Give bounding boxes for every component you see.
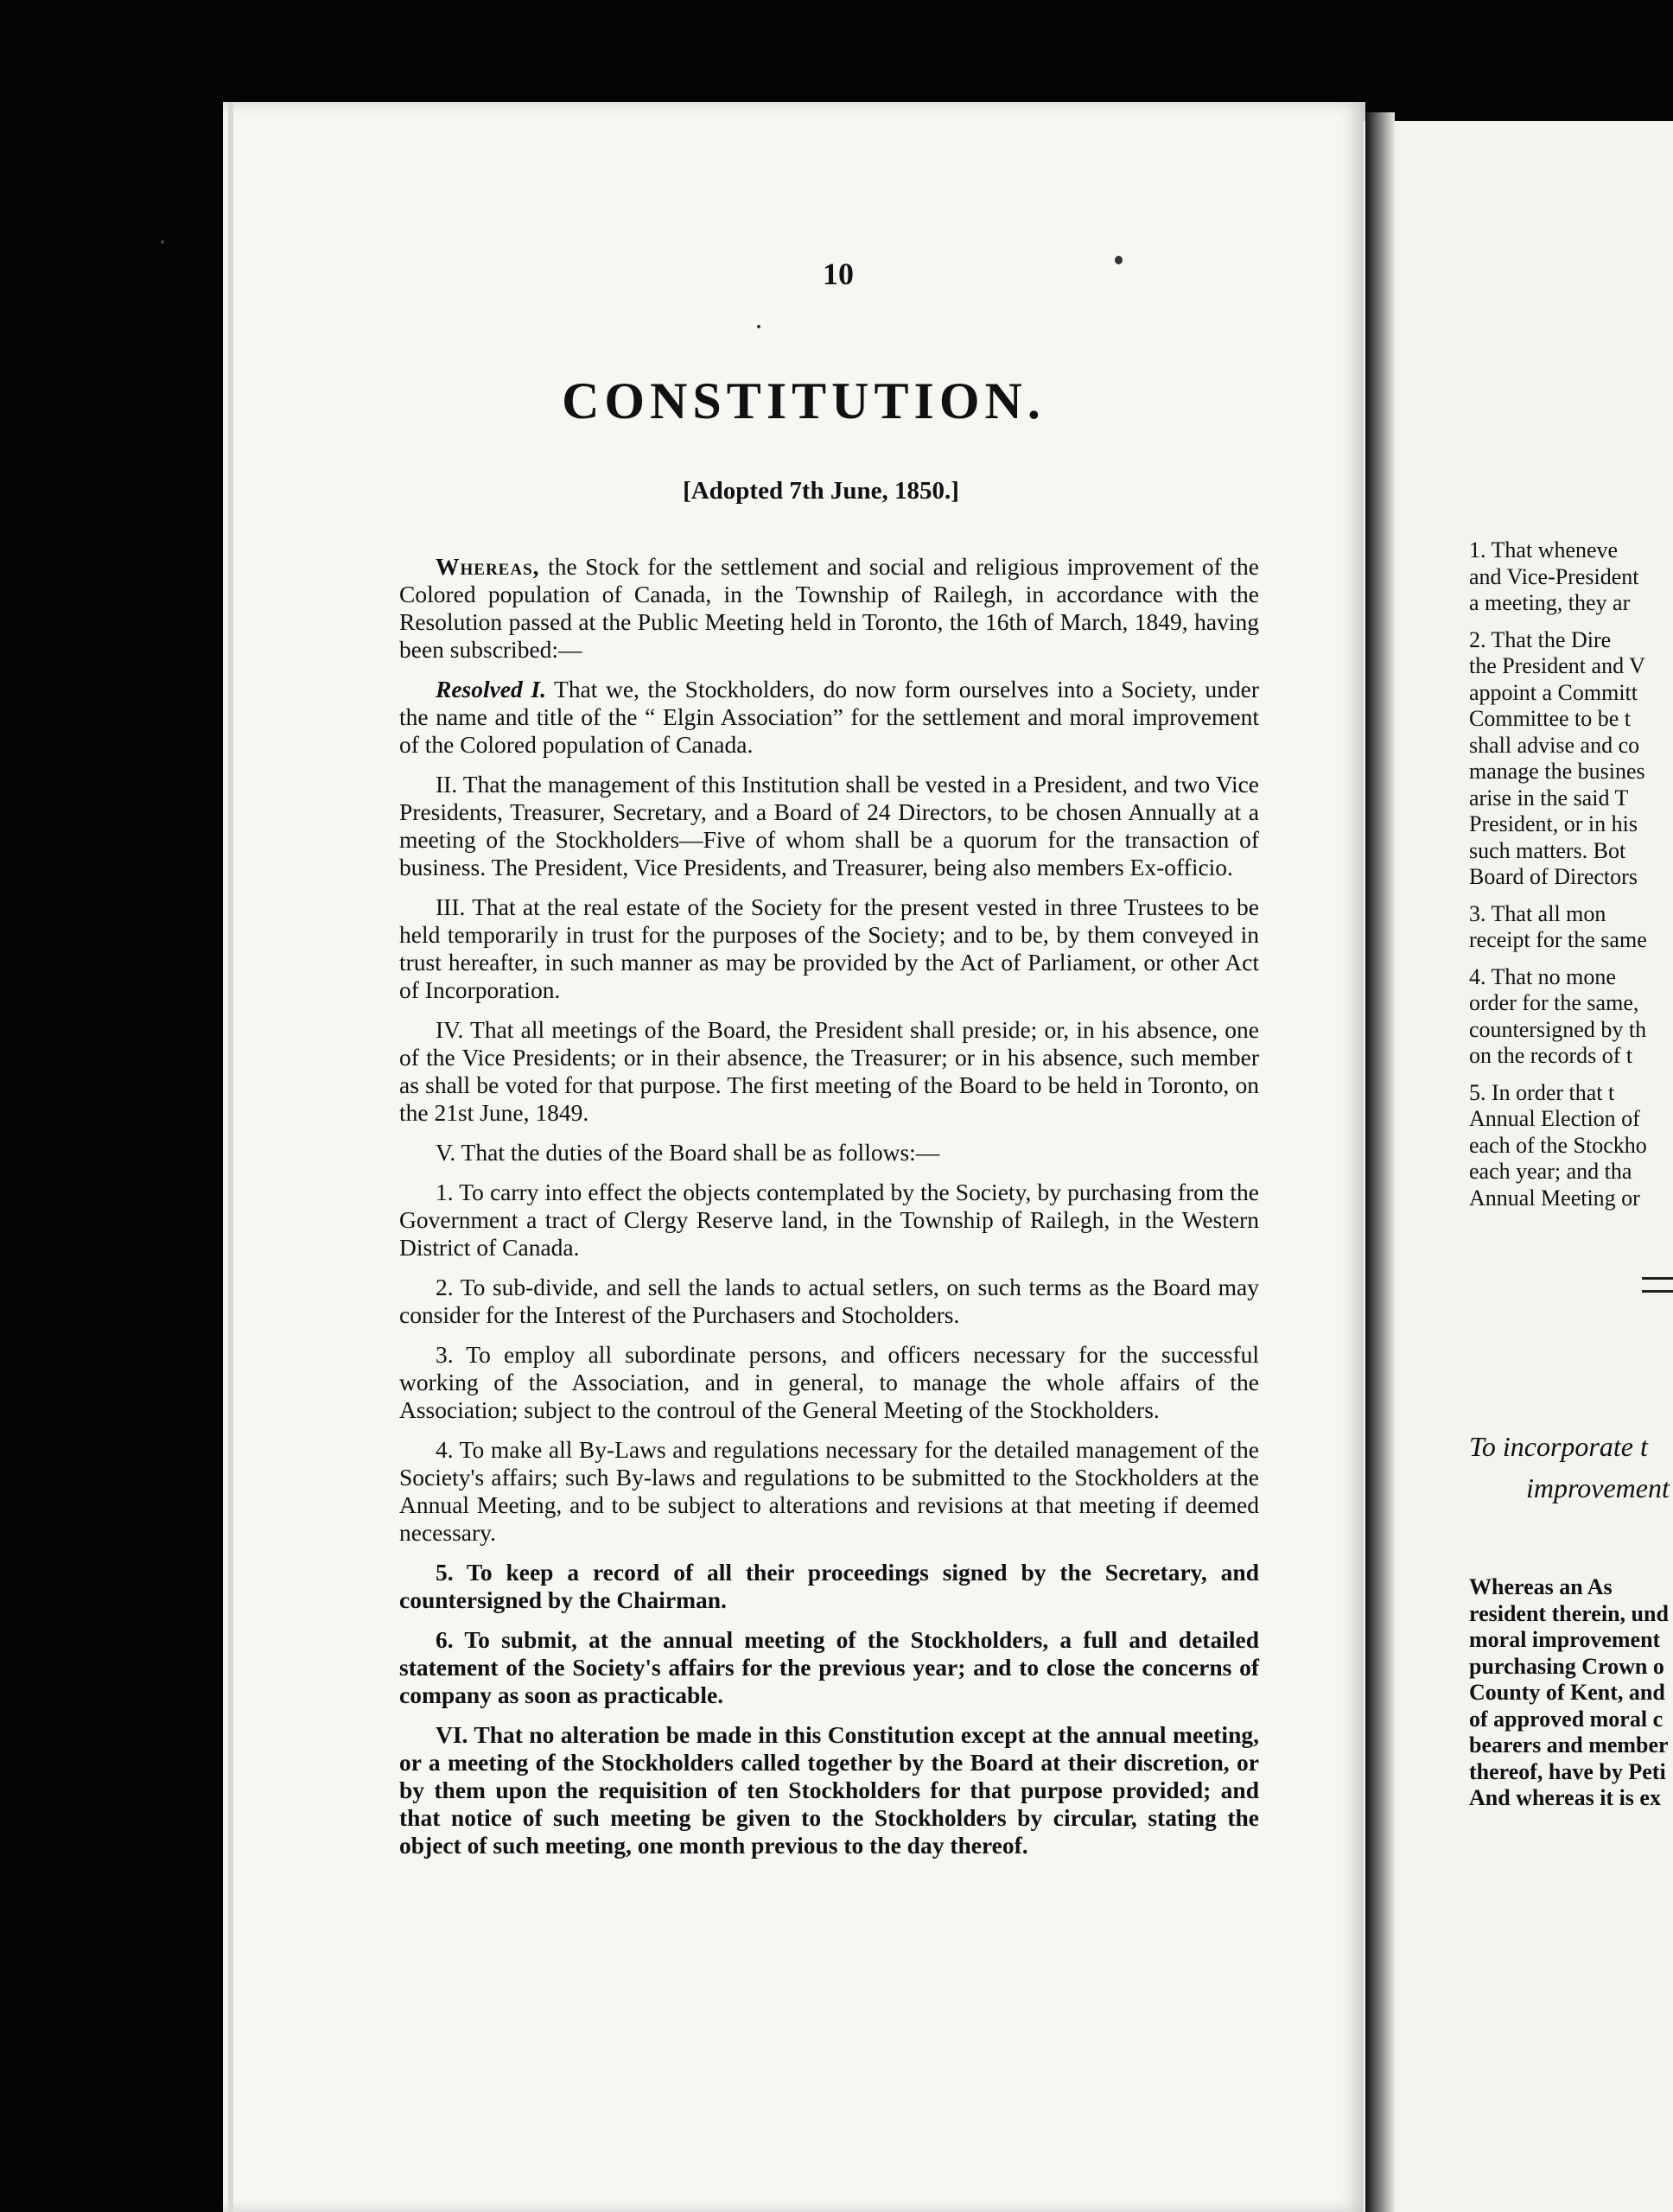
text-line: moral improvement — [1469, 1627, 1661, 1652]
text-line: of approved moral c — [1469, 1706, 1663, 1732]
text-line: receipt for the same — [1469, 927, 1647, 952]
paragraph-preamble: Whereas, the Stock for the settlement and social and religious improvement of the Colored population of Canada, in the Township of Railegh, in accordance with the Resolution passed at the Public Meeting held in Toronto, the 16th of March, 1849, having been subscribed:— — [399, 553, 1259, 663]
heading-line: improvement — [1526, 1472, 1670, 1503]
ink-speck — [161, 240, 164, 244]
text-line: Annual Meeting or — [1469, 1185, 1640, 1211]
paragraph-article-4: IV. That all meetings of the Board, the President shall preside; or, in his absence, one of the Vice Presidents; or in their absence, the Treasurer; or in his absence, such member as shall be voted for that purpose. The first meeting of the Board to be held in Toronto, on the 21st June, 1849. — [399, 1016, 1259, 1126]
text-line: thereof, have by Peti — [1469, 1758, 1666, 1784]
text-line: such matters. Bot — [1469, 837, 1626, 863]
right-page-text-top — [1469, 537, 1673, 1211]
text-line: Board of Directors — [1469, 864, 1638, 889]
text-line: resident therein, und — [1469, 1600, 1669, 1626]
line-gap — [1469, 617, 1673, 627]
text-line: Committee to be t — [1469, 706, 1632, 731]
ink-speck — [1115, 256, 1123, 264]
text-line: bearers and member — [1469, 1732, 1669, 1758]
text-line: Annual Election of — [1469, 1106, 1640, 1131]
text-line: arise in the said T — [1469, 785, 1629, 810]
text-line: County of Kent, and — [1469, 1680, 1665, 1705]
text-line: 4. That no mone — [1469, 963, 1616, 989]
paragraph-article-6: VI. That no alteration be made in this Constitution except at the annual meeting, or a meeting of the Stockholders called together by the Board at their discretion, or by them upon the requisition of ten Stockholders for that purpose provided; and that notice of such meeting be given to the Stockholders by circular, stating the object of such meeting, one month previous to the day thereof. — [399, 1721, 1259, 1859]
paragraph-duty-4: 4. To make all By-Laws and regulations necessary for the detailed management of the Society's affairs; such By-laws and regulations to be submitted to the Stockholders at the Annual Meeting, and to be subject to alterations and revisions at that meeting if deemed necessary. — [399, 1436, 1259, 1546]
line-gap — [1469, 891, 1673, 901]
right-page-text-bottom — [1469, 1574, 1673, 1812]
text-line: President, or in his — [1469, 811, 1638, 836]
adoption-date: [Adopted 7th June, 1850.] — [683, 477, 959, 505]
text-line: each year; and tha — [1469, 1159, 1632, 1184]
paragraph-resolved-1: Resolved I. That we, the Stockholders, do now form ourselves into a Society, under the name and title of the “ Elgin Association” for the settlement and moral improvement of the Colored population of Canada. — [399, 676, 1259, 758]
line-gap — [1469, 1070, 1673, 1080]
text-line: Whereas an As — [1469, 1574, 1613, 1599]
paragraph-article-3: III. That at the real estate of the Society for the present vested in three Trustees to be held temporarily in trust for the purposes of the Society; and to be, by them conveyed in trust hereafter, in such manner as may be provided by the Act of Parliament, or other Act of Incorporation. — [399, 893, 1259, 1003]
text-line: each of the Stockho — [1469, 1132, 1647, 1158]
text-line: on the records of t — [1469, 1043, 1633, 1068]
text-line: countersigned by th — [1469, 1016, 1647, 1042]
heading-line: To incorporate t — [1469, 1431, 1648, 1462]
paragraph-duty-3: 3. To employ all subordinate persons, and officers necessary for the successful working of the Association, and in general, to manage the whole affairs of the Association; subject to the controul of the General Meeting of the Stockholders. — [399, 1341, 1259, 1423]
page-title: CONSTITUTION. — [562, 372, 1046, 429]
text-line: a meeting, they ar — [1469, 590, 1631, 615]
text-line: 5. In order that t — [1469, 1079, 1615, 1105]
page-fold-shadow — [1365, 112, 1395, 2212]
text-line: purchasing Crown o — [1469, 1653, 1664, 1679]
text-line: the President and V — [1469, 653, 1645, 678]
ink-speck — [757, 325, 760, 328]
text-line: 1. That wheneve — [1469, 537, 1619, 563]
line-gap — [1469, 954, 1673, 964]
paragraph-duty-2: 2. To sub-divide, and sell the lands to actual setlers, on such terms as the Board may consider for the Interest of the Purchasers and Stocholders. — [399, 1274, 1259, 1328]
section-divider — [1642, 1277, 1673, 1293]
paragraph-article-2: II. That the management of this Institution shall be vested in a President, and two Vice Presidents, Treasurer, Secretary, and a Board of 24 Directors, to be chosen Annually at a meeting of the Stockholders—Five of whom shall be a quorum for the transaction of business. The President, Vice Presidents, and Treasurer, being also members Ex-officio. — [399, 771, 1259, 880]
text-line: 2. That the Dire — [1469, 626, 1612, 652]
text-line: and Vice-President — [1469, 563, 1639, 589]
text-line: order for the same, — [1469, 990, 1639, 1015]
paragraph-duty-5: 5. To keep a record of all their proceedings signed by the Secretary, and countersigned by the Chairman. — [399, 1559, 1259, 1613]
text-line: appoint a Committ — [1469, 679, 1638, 705]
text-line: And whereas it is ex — [1469, 1785, 1661, 1810]
paragraph-duty-6: 6. To submit, at the annual meeting of the Stockholders, a full and detailed statement of the Society's affairs for the previous year; and to close the concerns of company as soon as practicable. — [399, 1626, 1259, 1708]
text-line: 3. That all mon — [1469, 900, 1606, 926]
right-page-heading — [1469, 1426, 1673, 1509]
text-line: shall advise and co — [1469, 732, 1640, 758]
constitution-body — [399, 553, 1259, 1872]
page-number: 10 — [823, 257, 854, 291]
paragraph-article-5: V. That the duties of the Board shall be as follows:— — [436, 1139, 940, 1166]
text-line: manage the busines — [1469, 759, 1645, 784]
page-gutter-line — [228, 102, 233, 2212]
paragraph-duty-1: 1. To carry into effect the objects contemplated by the Society, by purchasing from the Government a tract of Clergy Reserve land, in the Township of Railegh, in the Western District of Canada. — [399, 1179, 1259, 1261]
